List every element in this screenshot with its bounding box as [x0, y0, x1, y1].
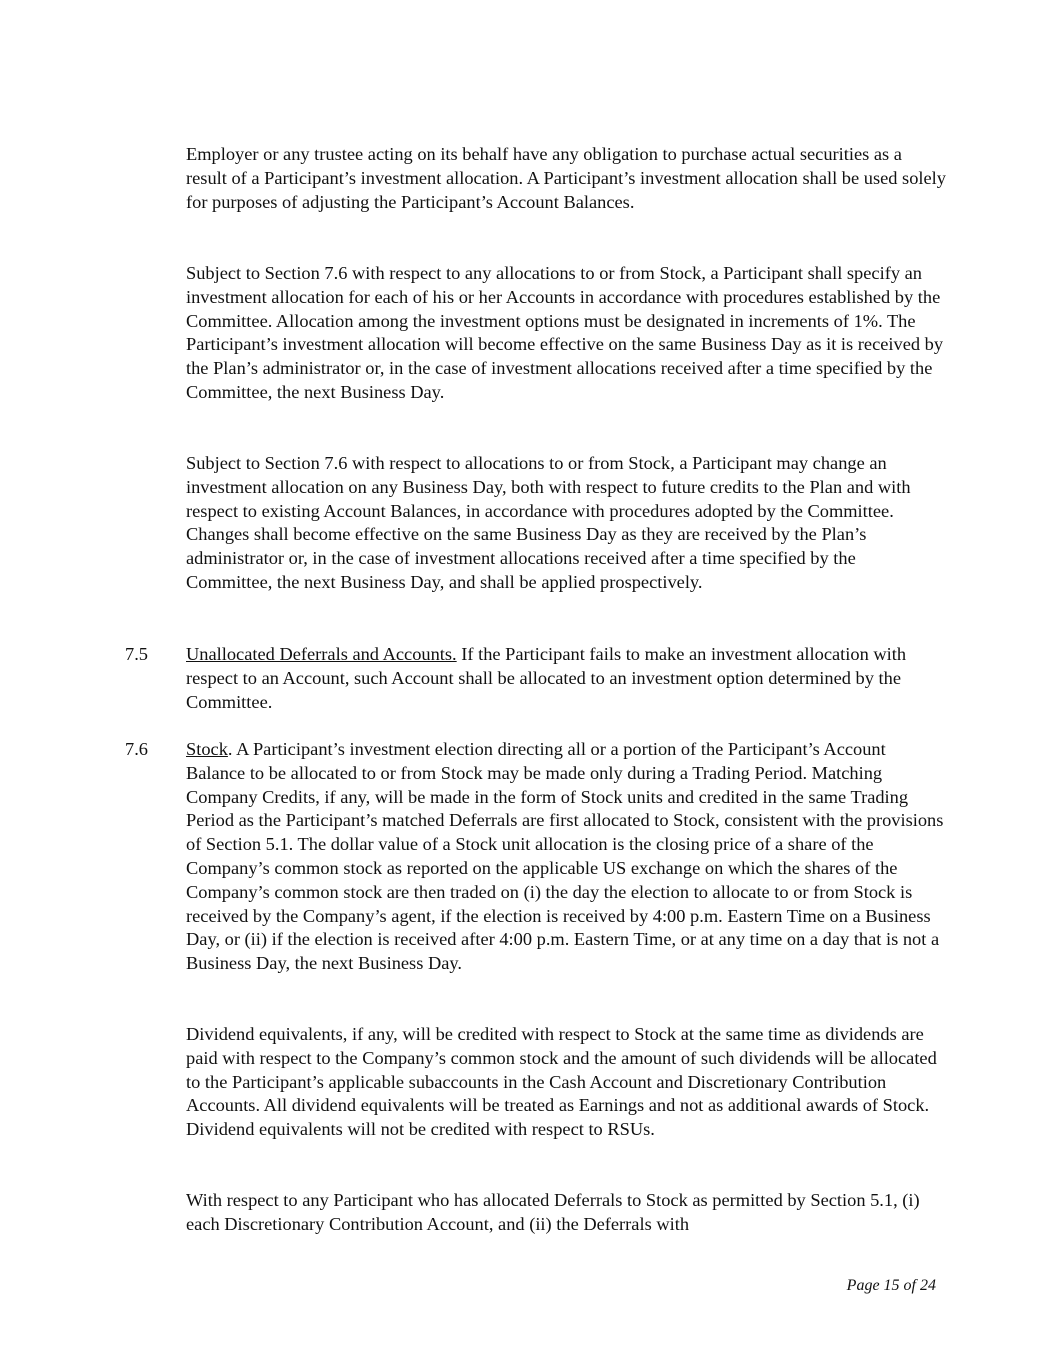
- section-body: [186, 643, 946, 714]
- section-number: 7.6: [125, 739, 148, 759]
- section-heading: Unallocated Deferrals and Accounts.: [186, 644, 457, 664]
- paragraph-investment-allocation-purpose: Employer or any trustee acting on its behalf have any obligation to purchase actual securities as a result of a Participant’s investment allocation. A Participant’s investment allocation shall be used solely for purposes of adjusting the Participant’s Account Balances.: [186, 144, 946, 212]
- paragraph-stock-deferrals: With respect to any Participant who has allocated Deferrals to Stock as permitted by Section 5.1, (i) each Discretionary Contribution Account, and (ii) the Deferrals with: [186, 1190, 920, 1234]
- paragraph-investment-allocation-change: Subject to Section 7.6 with respect to allocations to or from Stock, a Participant may change an investment allocation on any Business Day, both with respect to future credits to the Plan and with respect to existing Account Balances, in accordance with procedures adopted by the Committee. Changes shall become effective on the same Business Day as they are received by the Plan’s administrator or, in the case of investment allocations received after a time specified by the Committee, the next Business Day, and shall be applied prospectively.: [186, 453, 911, 592]
- paragraph-dividend-equivalents: Dividend equivalents, if any, will be credited with respect to Stock at the same time as dividends are paid with respect to the Company’s common stock and the amount of such dividends will be allocated to the Participant’s applicable subaccounts in the Cash Account and Discretionary Contribution Accounts. All dividend equivalents will be treated as Earnings and not as additional awards of Stock. Dividend equivalents will not be credited with respect to RSUs.: [186, 1024, 937, 1140]
- page-number: Page 15 of 24: [846, 1277, 936, 1294]
- paragraph-investment-allocation-specify: Subject to Section 7.6 with respect to any allocations to or from Stock, a Participant shall specify an investment allocation for each of his or her Accounts in accordance with procedures established by the Committee. Allocation among the investment options must be designated in increments of 1%. The Participant’s investment allocation will become effective on the same Business Day as it is received by the Plan’s administrator or, in the case of investment allocations received after a time specified by the Committee, the next Business Day.: [186, 263, 944, 402]
- section-body: [186, 738, 946, 976]
- section-text: If the Participant fails to make an investment allocation with respect to an Account, such Account shall be allocated to an investment option determined by the Committee.: [186, 644, 907, 712]
- section-text: . A Participant’s investment election directing all or a portion of the Participant’s Account Balance to be allocated to or from Stock may be made only during a Trading Period. Matching Company Credits, if any, will be made in the form of Stock units and credited in the same Trading Period as the Participant’s matched Deferrals are first allocated to Stock, consistent with the provisions of Section 5.1. The dollar value of a Stock unit allocation is the closing price of a share of the Company’s common stock as reported on the applicable US exchange on which the shares of the Company’s common stock are then traded on (i) the day the election to allocate to or from Stock is received by the Company’s agent, if the election is received by 4:00 p.m. Eastern Time on a Business Day, or (ii) if the election is received after 4:00 p.m. Eastern Time, or at any time on a day that is not a Business Day, the next Business Day.: [186, 739, 944, 974]
- section-number: 7.5: [125, 644, 148, 664]
- section-heading: Stock: [186, 739, 228, 759]
